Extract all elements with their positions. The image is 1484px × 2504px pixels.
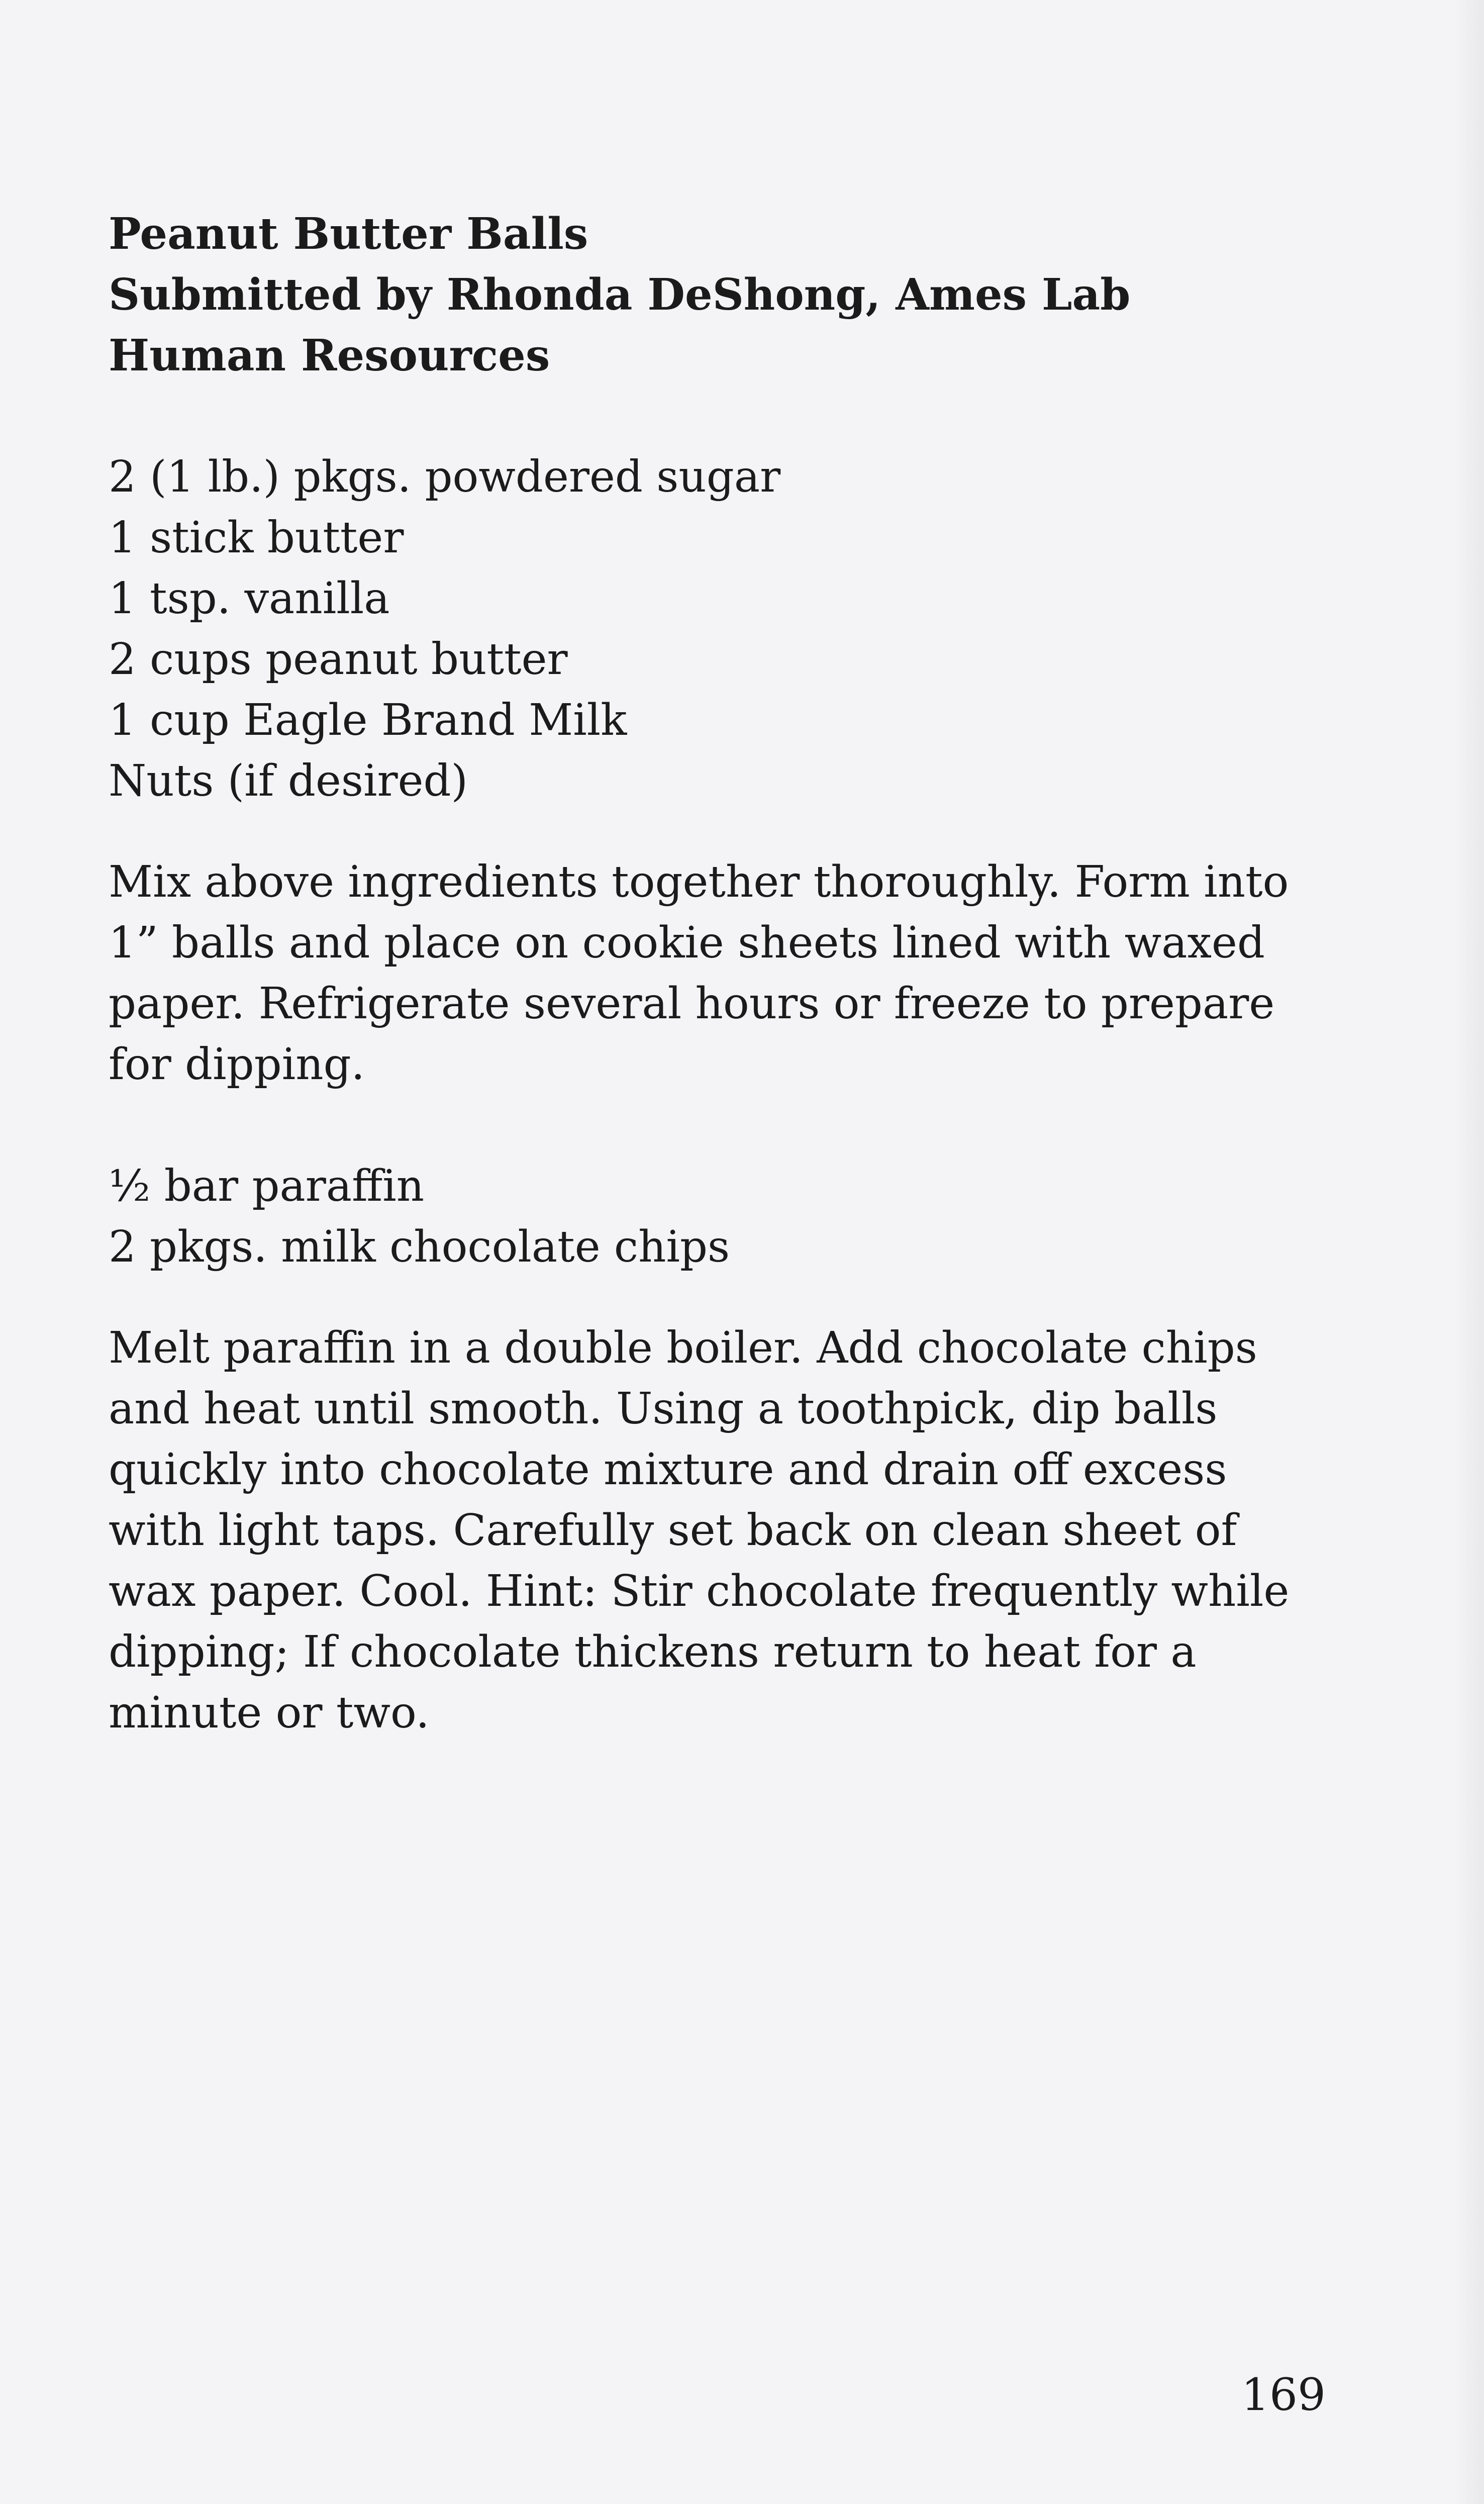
ingredient-item: ½ bar paraffin	[109, 1161, 425, 1211]
instructions-mixing: Mix above ingredients together thoroughly. Form into 1” balls and place on cookie sheets lined with waxed paper. Refrigerate several hours or freeze to prepare for dipping.	[109, 857, 1289, 1090]
ingredient-item: 2 cups peanut butter	[109, 634, 568, 685]
submitted-by: Submitted by Rhonda DeShong, Ames Lab	[109, 269, 1131, 320]
department: Human Resources	[109, 330, 550, 381]
ingredient-item: 1 stick butter	[109, 513, 404, 563]
recipe-title: Peanut Butter Balls	[109, 209, 588, 259]
ingredient-item: 2 pkgs. milk chocolate chips	[109, 1222, 730, 1272]
ingredient-list	[109, 447, 1290, 812]
ingredient-item: 2 (1 lb.) pkgs. powdered sugar	[109, 452, 781, 502]
ingredient-item: 1 cup Eagle Brand Milk	[109, 695, 627, 745]
page-number: 169	[1241, 2369, 1326, 2421]
page-edge-shadow	[1454, 0, 1484, 2504]
recipe	[109, 204, 1290, 1744]
instructions-dipping: Melt paraffin in a double boiler. Add chocolate chips and heat until smooth. Using a toothpick, dip balls quickly into chocolate mixture and drain off excess with light taps. Carefully set back on clean sheet of wax paper. Cool. Hint: Stir chocolate frequently while dipping; If chocolate thickens return to heat for a minute or two.	[109, 1323, 1290, 1738]
ingredient-item: 1 tsp. vanilla	[109, 573, 390, 624]
ingredient-item: Nuts (if desired)	[109, 756, 468, 806]
recipe-header	[109, 204, 1290, 386]
coating-ingredient-list	[109, 1156, 1290, 1278]
